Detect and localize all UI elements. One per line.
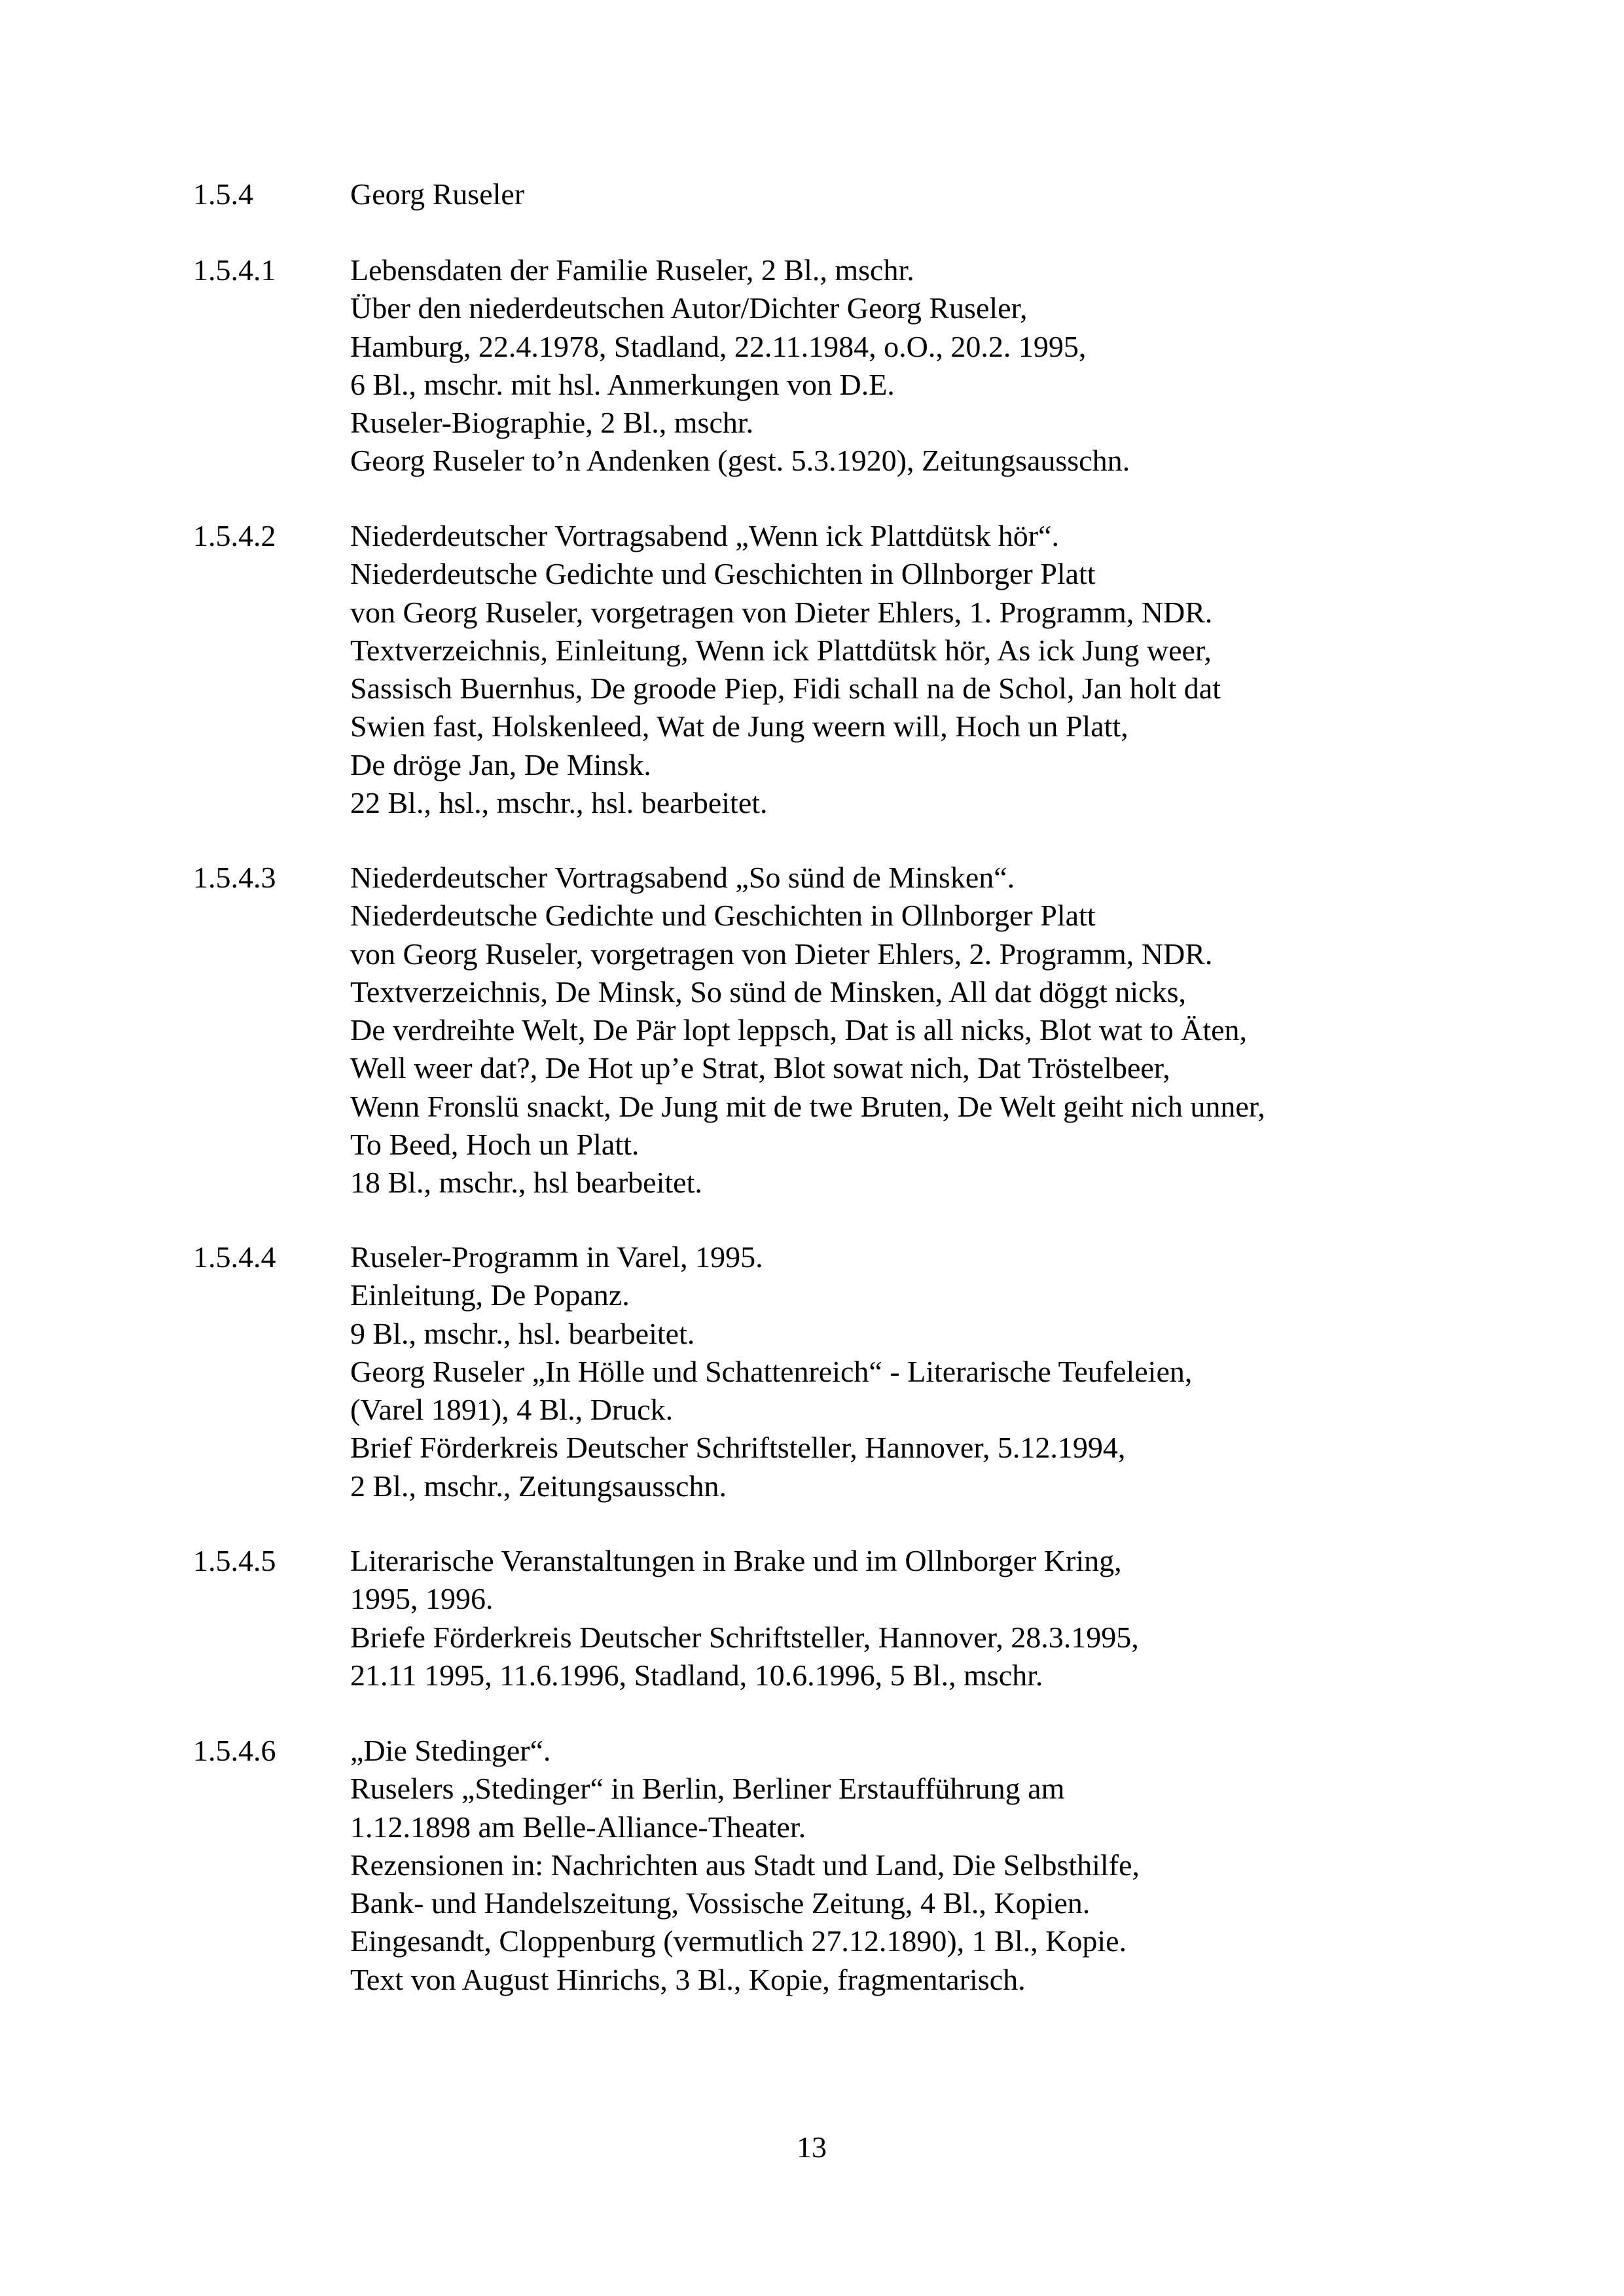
text-line: 1.12.1898 am Belle-Alliance-Theater. — [350, 1810, 806, 1844]
text-line: „Die Stedinger“. — [350, 1734, 551, 1767]
section-number: 1.5.4.6 — [193, 1734, 276, 1767]
text-line: 2 Bl., mschr., Zeitungsausschn. — [350, 1469, 727, 1503]
text-line: 18 Bl., mschr., hsl bearbeitet. — [350, 1166, 702, 1200]
text-line: Sassisch Buernhus, De groode Piep, Fidi schall na de Schol, Jan holt dat — [350, 672, 1221, 706]
text-line: Ruseler-Biographie, 2 Bl., mschr. — [350, 406, 754, 440]
text-line: Georg Ruseler to’n Andenken (gest. 5.3.1920), Zeitungsausschn. — [350, 444, 1130, 478]
text-line: Über den niederdeutschen Autor/Dichter Georg Ruseler, — [350, 291, 1028, 325]
section-text — [350, 251, 1463, 480]
text-line: Ruseler-Programm in Varel, 1995. — [350, 1240, 763, 1274]
text-line: 22 Bl., hsl., mschr., hsl. bearbeitet. — [350, 786, 768, 820]
section-title: Georg Ruseler — [350, 177, 525, 211]
page-number: 13 — [797, 2130, 827, 2164]
section-text — [350, 517, 1463, 822]
text-line: Wenn Fronslü snackt, De Jung mit de twe Bruten, De Welt geiht nich unner, — [350, 1089, 1265, 1123]
section-text — [350, 859, 1463, 1202]
text-line: Niederdeutscher Vortragsabend „Wenn ick Plattdütsk hör“. — [350, 519, 1059, 552]
text-line: Niederdeutscher Vortragsabend „So sünd de Minsken“. — [350, 861, 1015, 894]
section-number: 1.5.4 — [193, 177, 253, 211]
section-text — [350, 1732, 1463, 1999]
text-line: Brief Förderkreis Deutscher Schriftsteller, Hannover, 5.12.1994, — [350, 1431, 1126, 1465]
text-line: Einleitung, De Popanz. — [350, 1278, 630, 1312]
text-line: von Georg Ruseler, vorgetragen von Dieter Ehlers, 2. Programm, NDR. — [350, 937, 1213, 971]
text-line: De verdreihte Welt, De Pär lopt leppsch, Dat is all nicks, Blot wat to Äten, — [350, 1013, 1248, 1047]
text-line: Swien fast, Holskenleed, Wat de Jung weern will, Hoch un Platt, — [350, 709, 1128, 744]
text-line: Eingesandt, Cloppenburg (vermutlich 27.12.1890), 1 Bl., Kopie. — [350, 1924, 1127, 1958]
section-number: 1.5.4.2 — [193, 519, 276, 552]
text-line: (Varel 1891), 4 Bl., Druck. — [350, 1393, 674, 1427]
section-text — [350, 1238, 1463, 1505]
section-number: 1.5.4.4 — [193, 1240, 276, 1274]
text-line: Rezensionen in: Nachrichten aus Stadt und Land, Die Selbsthilfe, — [350, 1848, 1140, 1882]
section-text — [350, 175, 1463, 213]
section-number: 1.5.4.1 — [193, 253, 276, 287]
section-number: 1.5.4.3 — [193, 861, 276, 894]
text-line: 21.11 1995, 11.6.1996, Stadland, 10.6.1996, 5 Bl., mschr. — [350, 1658, 1043, 1692]
text-line: Niederdeutsche Gedichte und Geschichten in Ollnborger Platt — [350, 899, 1096, 933]
text-line: De dröge Jan, De Minsk. — [350, 747, 651, 781]
text-line: Niederdeutsche Gedichte und Geschichten in Ollnborger Platt — [350, 557, 1096, 591]
text-line: Literarische Veranstaltungen in Brake und im Ollnborger Kring, — [350, 1544, 1122, 1577]
text-line: Lebensdaten der Familie Ruseler, 2 Bl., mschr. — [350, 253, 914, 287]
text-line: 1995, 1996. — [350, 1582, 494, 1616]
text-line: Bank- und Handelszeitung, Vossische Zeitung, 4 Bl., Kopien. — [350, 1886, 1091, 1920]
text-line: Georg Ruseler „In Hölle und Schattenreich“ - Literarische Teufeleien, — [350, 1354, 1193, 1388]
text-line: Ruselers „Stedinger“ in Berlin, Berliner Erstaufführung am — [350, 1772, 1065, 1806]
text-line: Text von August Hinrichs, 3 Bl., Kopie, fragmentarisch. — [350, 1962, 1026, 1996]
text-line: 6 Bl., mschr. mit hsl. Anmerkungen von D.E. — [350, 367, 895, 401]
text-line: To Beed, Hoch un Platt. — [350, 1128, 640, 1162]
text-line: Textverzeichnis, Einleitung, Wenn ick Plattdütsk hör, As ick Jung weer, — [350, 633, 1212, 667]
text-line: Well weer dat?, De Hot up’e Strat, Blot sowat nich, Dat Tröstelbeer, — [350, 1051, 1170, 1085]
text-line: Briefe Förderkreis Deutscher Schriftsteller, Hannover, 28.3.1995, — [350, 1620, 1139, 1654]
text-line: Textverzeichnis, De Minsk, So sünd de Minsken, All dat döggt nicks, — [350, 975, 1186, 1009]
section-number: 1.5.4.5 — [193, 1544, 276, 1577]
text-line: Hamburg, 22.4.1978, Stadland, 22.11.1984, o.O., 20.2. 1995, — [350, 329, 1087, 363]
text-line: von Georg Ruseler, vorgetragen von Dieter Ehlers, 1. Programm, NDR. — [350, 595, 1213, 629]
text-line: 9 Bl., mschr., hsl. bearbeitet. — [350, 1316, 695, 1350]
section-text — [350, 1542, 1463, 1695]
